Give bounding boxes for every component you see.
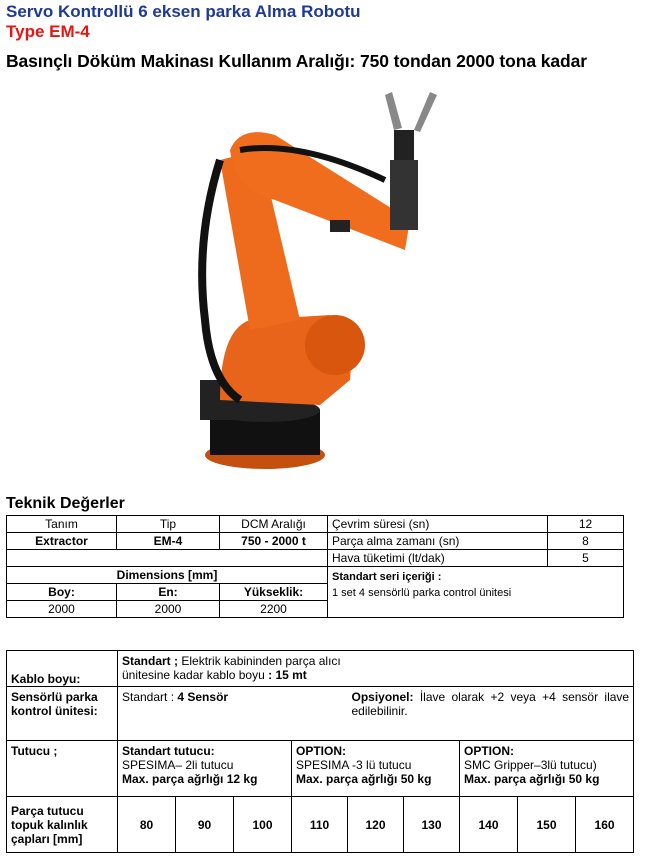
kablo-cell xyxy=(118,651,634,687)
diameter-cell: 140 xyxy=(460,797,518,853)
gripper-standard-title: Standart tutucu: xyxy=(122,744,215,758)
hava-value: 5 xyxy=(548,550,624,567)
cevrim-label: Çevrim süresi (sn) xyxy=(328,516,548,533)
sensor-opt-cell xyxy=(348,687,634,741)
document-title: Servo Kontrollü 6 eksen parka Alma Robotu xyxy=(6,2,361,21)
standart-seri-cell xyxy=(328,567,624,618)
yukseklik-value: 2200 xyxy=(220,601,328,618)
value-tip: EM-4 xyxy=(117,533,220,550)
dimensions-label: Dimensions [mm] xyxy=(7,567,328,584)
sensor-count: 4 Sensör xyxy=(177,690,229,704)
header-dcm: DCM Aralığı xyxy=(220,516,328,533)
diameter-cell: 90 xyxy=(176,797,234,853)
cap-label: Parça tutucu topuk kalınlık çapları [mm] xyxy=(7,797,118,853)
diameter-cell: 130 xyxy=(404,797,460,853)
diameter-cell: 120 xyxy=(348,797,404,853)
kablo-label: Kablo boyu: xyxy=(7,651,118,687)
robot-image xyxy=(180,80,460,480)
gripper-option3-max: Max. parça ağrlığı 50 kg xyxy=(464,772,600,786)
gripper-standard-name: SPESIMA– 2li tutucu xyxy=(122,758,234,772)
gripper-option3-title: OPTION: xyxy=(464,744,514,758)
gripper-option3-name: SMC Gripper–3lü tutucu) xyxy=(464,758,597,772)
gripper-standard-max: Max. parça ağrlığı 12 kg xyxy=(122,772,258,786)
header-tip: Tip xyxy=(117,516,220,533)
parca-value: 8 xyxy=(548,533,624,550)
standart-seri-text: 1 set 4 sensörlü parka control ünitesi xyxy=(332,587,512,599)
hava-label: Hava tüketimi (lt/dak) xyxy=(328,550,548,567)
gripper-option2-title: OPTION: xyxy=(296,744,346,758)
sensor-label: Sensörlü parka kontrol ünitesi: xyxy=(7,687,118,741)
kablo-std: Standart ; xyxy=(122,654,179,668)
gripper-option-smc xyxy=(460,741,634,797)
kablo-length: : 15 mt xyxy=(268,668,307,682)
diameter-cell: 80 xyxy=(118,797,176,853)
diameter-cell: 150 xyxy=(518,797,576,853)
standart-seri-label: Standart seri içeriği : xyxy=(332,571,442,583)
boy-value: 2000 xyxy=(7,601,117,618)
diameter-cell: 100 xyxy=(234,797,292,853)
section-title: Teknik Değerler xyxy=(6,495,125,512)
value-tanim: Extractor xyxy=(7,533,117,550)
en-value: 2000 xyxy=(117,601,220,618)
gripper-option2-name: SPESIMA -3 lü tutucu xyxy=(296,758,412,772)
parca-label: Parça alma zamanı (sn) xyxy=(328,533,548,550)
kablo-text1: Elektrik kabininden parça alıcı xyxy=(178,654,341,668)
cevrim-value: 12 xyxy=(548,516,624,533)
usage-range-subtitle: Basınçlı Döküm Makinası Kullanım Aralığı: 750 tondan 2000 tona kadar xyxy=(6,51,587,71)
gripper-standard xyxy=(118,741,292,797)
sensor-opt-label: Opsiyonel: xyxy=(351,690,414,704)
en-label: En: xyxy=(117,584,220,601)
spec-table xyxy=(6,515,624,618)
yukseklik-label: Yükseklik: xyxy=(220,584,328,601)
type-label: Type EM-4 xyxy=(6,22,90,41)
diameter-cell: 160 xyxy=(576,797,634,853)
empty-cell xyxy=(7,550,328,567)
sensor-std-cell xyxy=(118,687,348,741)
gripper-option-spesima xyxy=(292,741,460,797)
sensor-opt-text: İlave olarak +2 veya +4 sensör ilave edilebilinir. xyxy=(351,690,630,718)
sensor-std: Standart : xyxy=(122,690,178,704)
options-table xyxy=(6,650,634,853)
tutucu-label: Tutucu ; xyxy=(7,741,118,797)
boy-label: Boy: xyxy=(7,584,117,601)
gripper-option2-max: Max. parça ağrlığı 50 kg xyxy=(296,772,432,786)
header-tanim: Tanım xyxy=(7,516,117,533)
diameter-cell: 110 xyxy=(292,797,348,853)
kablo-text2: ünitesine kadar kablo boyu xyxy=(122,668,269,682)
value-dcm: 750 - 2000 t xyxy=(220,533,328,550)
